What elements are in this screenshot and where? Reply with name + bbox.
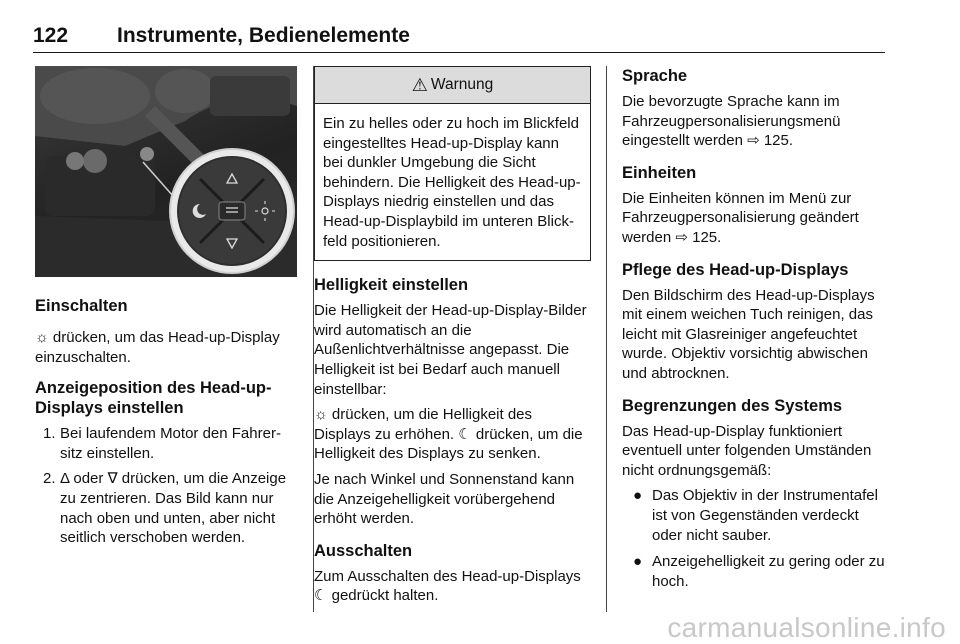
moon-icon: ☾ (314, 587, 328, 605)
sun-icon: ☼ (314, 406, 328, 424)
list-item: ● Anzeigehelligkeit zu gering oder zu hoch. (633, 553, 885, 590)
moon-icon: ☾ (458, 425, 472, 443)
down-triangle-icon: ∇ (107, 470, 118, 488)
heading-ausschalten: Ausschalten (314, 541, 413, 560)
heading-begrenzungen: Begrenzungen des Systems (622, 396, 843, 415)
column-divider (606, 66, 607, 612)
watermark: carmanualsonline.info (667, 612, 946, 643)
paragraph-pflege: Den Bildschirm des Head-up-Displays mit einem weichen Tuch reinigen, das leicht mit Glasreiniger angefeuchtet wurde. Objektiv vorsichtig abwischen und abtrocknen. (622, 286, 875, 382)
warning-header (315, 67, 590, 104)
list-item: 1. Bei laufendem Motor den Fahrersitz einstellen. (43, 425, 281, 462)
column-right (622, 66, 888, 598)
heading-einheiten: Einheiten (622, 163, 697, 182)
limitations-list (622, 486, 888, 591)
paragraph-helligkeit-1: Die Helligkeit der Head-up-Display-Bilder wird automatisch an die Außenlichtverhältnisse angepasst. Die Helligkeit ist bei Bedarf auch manuell einstellbar: (314, 302, 587, 398)
warning-title: Warnung (430, 76, 494, 93)
heading-helligkeit: Helligkeit einstellen (314, 276, 469, 295)
heading-pflege: Pflege des Head-up-Displays (622, 260, 849, 279)
hud-control-illustration (35, 66, 297, 277)
page-header (33, 22, 885, 53)
warning-text: Ein zu helles oder zu hoch im Blickfeld eingestelltes Head-up-Display kann bei dunkler Umgebung die Sicht behindern. Die Helligkeit des Head-up-Displays niedrig einstellen und das Head-up-Displaybild im unteren Blickfeld positionieren. (323, 115, 581, 250)
heading-sprache: Sprache (622, 67, 688, 85)
list-item: 2. Δ oder ∇ drücken, um die Anzeige zu zentrieren. Das Bild kann nur nach oben und unten, aber nicht seitlich verschoben werden. (43, 470, 287, 547)
heading-anzeigeposition: Anzeigeposition des Head-up-Displays einstellen (35, 379, 272, 418)
paragraph-helligkeit-2: ☼ drücken, um die Helligkeit des Displays zu erhöhen. ☾ drücken, um die Helligkeit des Displays zu senken. (314, 406, 583, 463)
bullet-icon: ● (633, 553, 643, 571)
up-triangle-icon: Δ (60, 470, 70, 488)
paragraph-begrenzungen: Das Head-up-Display funktioniert eventuell unter folgenden Umständen nicht ordnungsgemäß: (622, 422, 872, 479)
list-item: ● Das Objektiv in der Instrumentafel ist von Gegenständen verdeckt oder nicht sauber. (633, 487, 878, 544)
paragraph-einheiten: Die Einheiten können im Menü zur Fahrzeugpersonalisierung geändert werden ⇨ 125. (622, 189, 859, 246)
paragraph-ausschalten: Zum Ausschalten des Head-up-Displays ☾ gedrückt halten. (314, 567, 581, 605)
hud-control-photo (35, 66, 297, 277)
column-middle (314, 66, 592, 606)
heading-einschalten: Einschalten (35, 297, 128, 315)
chapter-title: Instrumente, Bedienelemente (117, 24, 410, 47)
warning-box (314, 66, 591, 261)
page-reference: 125. (763, 132, 794, 150)
steps-list (35, 424, 297, 548)
paragraph-sprache: Die bevorzugte Sprache kann im Fahrzeugpersonalisierungsmenü eingestellt werden ⇨ 125. (622, 93, 841, 150)
column-left (35, 66, 297, 554)
paragraph-helligkeit-3: Je nach Winkel und Sonnenstand kann die Anzeigehelligkeit vorübergehend erhöht werden. (314, 470, 575, 528)
page-reference-arrow-icon: ⇨ (747, 132, 760, 150)
page-number: 122 (33, 24, 69, 47)
warning-triangle-icon: ⚠ (411, 74, 428, 95)
paragraph-einschalten: ☼ drücken, um das Head-up-Display einzuschalten. (35, 329, 280, 366)
page-reference-arrow-icon: ⇨ (675, 228, 688, 246)
page-reference: 125. (692, 228, 722, 246)
bullet-icon: ● (633, 487, 643, 505)
sun-icon: ☼ (35, 329, 49, 346)
